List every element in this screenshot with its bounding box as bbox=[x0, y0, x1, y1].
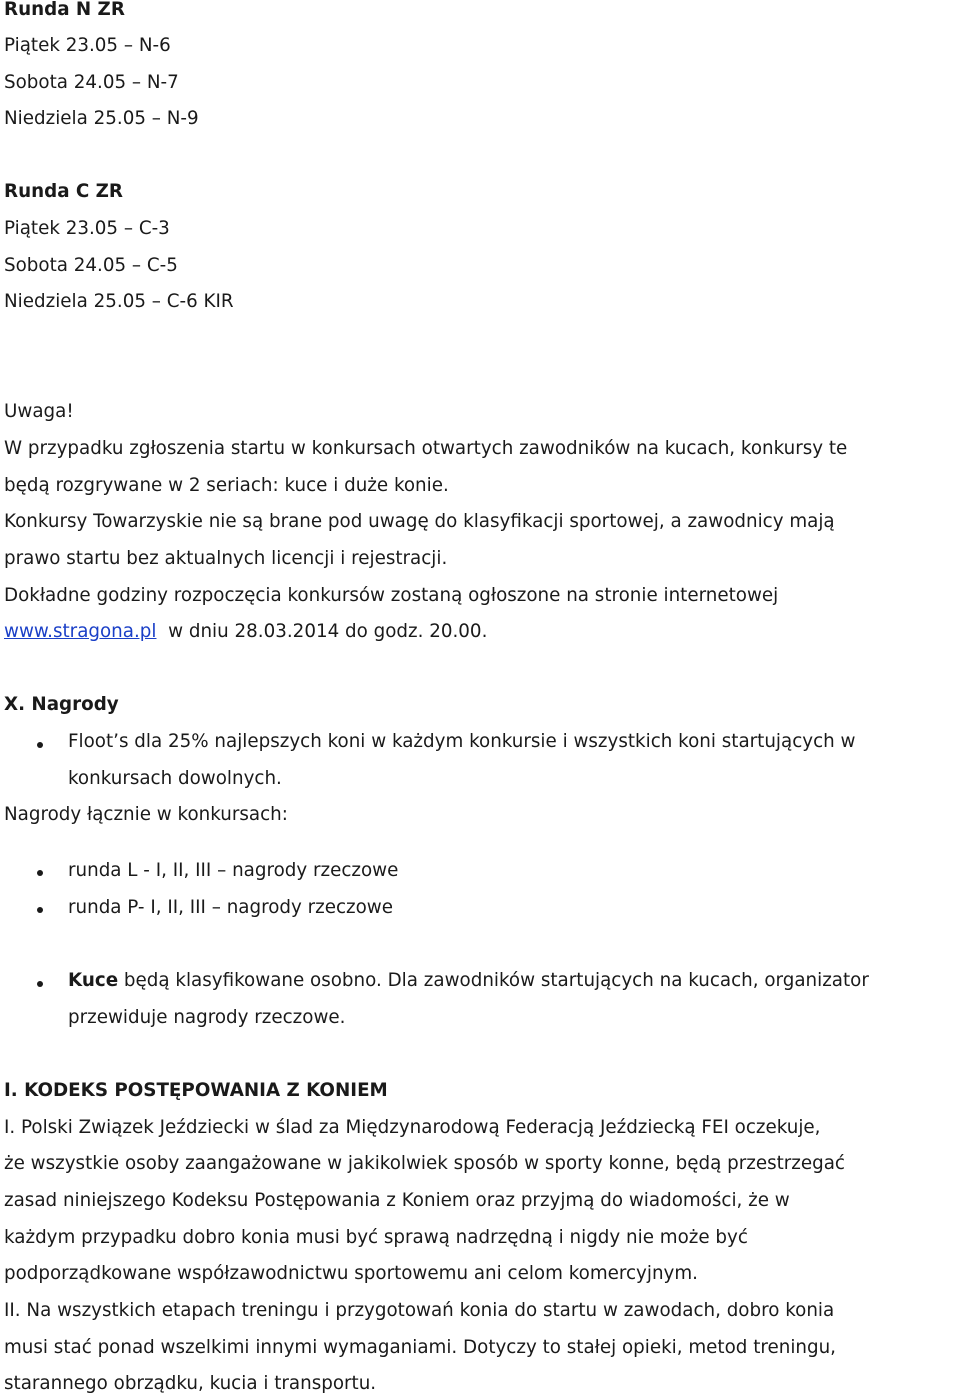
paragraph-line: II. Na wszystkich etapach treningu i przygotowań konia do startu w zawodach, dobro konia bbox=[4, 1300, 835, 1321]
paragraph-line: będą rozgrywane w 2 seriach: kuce i duże konie. bbox=[4, 475, 449, 496]
list-item: Floot’s dla 25% najlepszych koni w każdym konkursie i wszystkich koni startujących w bbox=[68, 731, 856, 752]
list-item-kuce bbox=[68, 970, 869, 992]
bullet-icon bbox=[37, 742, 43, 748]
schedule-line: Piątek 23.05 – C-3 bbox=[4, 218, 170, 239]
paragraph-line: W przypadku zgłoszenia startu w konkursach otwartych zawodników na kucach, konkursy te bbox=[4, 438, 848, 459]
bullet-icon bbox=[37, 870, 43, 876]
kuce-text: będą klasyfikowane osobno. Dla zawodników startujących na kucach, organizator bbox=[118, 970, 869, 991]
schedule-line: Sobota 24.05 – N-7 bbox=[4, 72, 179, 93]
uwaga-label: Uwaga! bbox=[4, 401, 74, 422]
nagrody-heading: X. Nagrody bbox=[4, 694, 119, 715]
schedule-line: Niedziela 25.05 – C-6 KIR bbox=[4, 291, 234, 312]
paragraph-line: musi stać ponad wszelkimi innymi wymaganiami. Dotyczy to stałej opieki, metod treningu, bbox=[4, 1337, 836, 1358]
list-item-continuation: przewiduje nagrody rzeczowe. bbox=[68, 1007, 346, 1028]
paragraph-line: starannego obrządku, kucia i transportu. bbox=[4, 1373, 377, 1394]
website-link[interactable]: www.stragona.pl bbox=[4, 621, 157, 642]
runda-n-heading: Runda N ZR bbox=[4, 0, 125, 20]
schedule-line: Sobota 24.05 – C-5 bbox=[4, 255, 178, 276]
paragraph-line: że wszystkie osoby zaangażowane w jakikolwiek sposób w sporty konne, będą przestrzegać bbox=[4, 1153, 845, 1174]
paragraph-line: każdym przypadku dobro konia musi być sprawą nadrzędną i nigdy nie może być bbox=[4, 1227, 748, 1248]
bullet-icon bbox=[37, 981, 43, 987]
paragraph-line: Dokładne godziny rozpoczęcia konkursów zostaną ogłoszone na stronie internetowej bbox=[4, 585, 779, 606]
nagrody-total-label: Nagrody łącznie w konkursach: bbox=[4, 804, 288, 825]
website-line bbox=[4, 621, 487, 643]
paragraph-line: podporządkowane współzawodnictwu sportowemu ani celom komercyjnym. bbox=[4, 1263, 698, 1284]
paragraph-line: prawo startu bez aktualnych licencji i rejestracji. bbox=[4, 548, 448, 569]
bullet-icon bbox=[37, 907, 43, 913]
runda-c-heading: Runda C ZR bbox=[4, 181, 124, 202]
list-item-continuation: konkursach dowolnych. bbox=[68, 768, 282, 789]
list-item: runda P- I, II, III – nagrody rzeczowe bbox=[68, 897, 394, 918]
paragraph-line: I. Polski Związek Jeździecki w ślad za Międzynarodową Federacją Jeździecką FEI oczekuje, bbox=[4, 1117, 821, 1138]
paragraph-line: zasad niniejszego Kodeksu Postępowania z Koniem oraz przyjmą do wiadomości, że w bbox=[4, 1190, 790, 1211]
schedule-line: Piątek 23.05 – N-6 bbox=[4, 35, 171, 56]
schedule-line: Niedziela 25.05 – N-9 bbox=[4, 108, 199, 129]
date-text: w dniu 28.03.2014 do godz. 20.00. bbox=[156, 621, 488, 642]
list-item: runda L - I, II, III – nagrody rzeczowe bbox=[68, 860, 399, 881]
kodeks-heading: I. KODEKS POSTĘPOWANIA Z KONIEM bbox=[4, 1080, 388, 1101]
kuce-label: Kuce bbox=[68, 970, 119, 991]
paragraph-line: Konkursy Towarzyskie nie są brane pod uwagę do klasyfikacji sportowej, a zawodnicy mają bbox=[4, 511, 835, 532]
